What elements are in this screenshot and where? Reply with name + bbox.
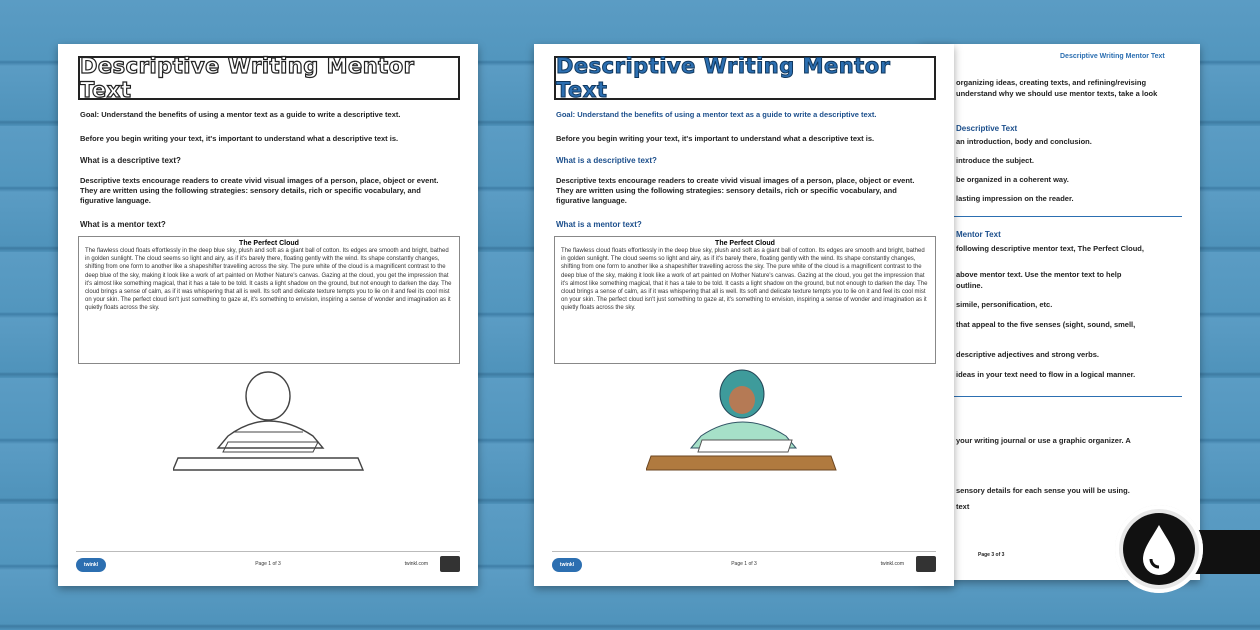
goal-text-colour: Goal: Understand the benefits of using a mentor text as a guide to write a descriptive text. xyxy=(556,110,877,119)
heading-what-mentor: What is a mentor text? xyxy=(80,220,166,229)
page3-line-9: above mentor text. Use the mentor text to help xyxy=(956,270,1122,279)
page3-line-10: outline. xyxy=(956,281,983,290)
page3-divider-2 xyxy=(920,396,1182,397)
page3-page-number: Page 3 of 3 xyxy=(978,552,1005,558)
page3-line-12: that appeal to the five senses (sight, sound, smell, xyxy=(956,320,1136,329)
page3-line-4: introduce the subject. xyxy=(956,156,1034,165)
ink-drop-icon xyxy=(1123,513,1195,585)
worksheet-page-colour xyxy=(534,44,954,586)
mentor-text-title: The Perfect Cloud xyxy=(239,240,299,247)
page3-line-13: descriptive adjectives and strong verbs. xyxy=(956,350,1099,359)
page3-line-0: organizing ideas, creating texts, and refining/revising xyxy=(956,78,1147,87)
worksheet-page-bw xyxy=(58,44,478,586)
page3-line-5: be organized in a coherent way. xyxy=(956,175,1069,184)
page3-subheading-2: Mentor Text xyxy=(956,230,1001,239)
worksheet-page-3 xyxy=(920,44,1200,580)
heading-what-descriptive: What is a descriptive text? xyxy=(80,156,181,165)
page3-header: Descriptive Writing Mentor Text xyxy=(1060,53,1165,60)
mentor-text-box-colour xyxy=(554,236,936,364)
page3-line-6: lasting impression on the reader. xyxy=(956,194,1074,203)
page3-line-16: sensory details for each sense you will be using. xyxy=(956,486,1130,495)
heading-what-mentor-colour: What is a mentor text? xyxy=(556,220,642,229)
page-title-colour: Descriptive Writing Mentor Text xyxy=(554,56,936,100)
page3-line-3: an introduction, body and conclusion. xyxy=(956,137,1092,146)
page-footer-colour xyxy=(552,551,936,572)
page-number-colour: Page 1 of 3 xyxy=(731,561,757,567)
page3-line-8: following descriptive mentor text, The Perfect Cloud, xyxy=(956,244,1144,253)
mentor-text-box xyxy=(78,236,460,364)
twinkl-logo: twinkl xyxy=(76,558,106,572)
visit-link: twinkl.com xyxy=(404,561,428,567)
goal-text: Goal: Understand the benefits of using a mentor text as a guide to write a descriptive text. xyxy=(80,110,401,119)
page3-line-17: text xyxy=(956,502,970,511)
intro-text-colour: Before you begin writing your text, it's important to understand what a descriptive text is. xyxy=(556,134,875,143)
twinkl-logo-colour: twinkl xyxy=(552,558,582,572)
student-writing-illustration-bw xyxy=(173,366,373,476)
quality-badge-icon xyxy=(440,556,460,572)
page-footer xyxy=(76,551,460,572)
page3-divider-1 xyxy=(920,216,1182,217)
page-title: Descriptive Writing Mentor Text xyxy=(78,56,460,100)
mentor-text-body-colour: The flawless cloud floats effortlessly in the deep blue sky, plush and soft as a giant ball of cotton. Its edges are smooth and bright, bathed in golden sunlight. The cloud seems so light and airy, as if it's barely there, floating gently with the wind. Its shape constantly changes, shifting from one form to another like a shapeshifter travelling across the sky. The pure white of the cloud is a magnificent contrast to the deep blue of the sky, making it look like a work of art painted on Mother Nature's canvas. Gazing at the cloud, you get the impression that it's almost like something magical, that it has a tale to be told. It casts a light shadow on the ground, but not enough to darken the day. The cloud brings a sense of calm, as if it was whispering that all is well. Its soft and delicate texture tempts you to lie on it and feel its cool mist on your skin. The perfect cloud isn't just something to gaze at, it's something to envision, inspiring a sense of wonder and imagination as it quietly floats across the sky. xyxy=(561,248,928,312)
mentor-text-title-colour: The Perfect Cloud xyxy=(715,240,775,247)
descriptive-definition: Descriptive texts encourage readers to create vivid visual images of a person, place, object or event. They are written using the following strategies: sensory details, rich or specific vocabulary, and figurative language. xyxy=(80,176,439,205)
ink-saver-badge[interactable] xyxy=(1115,505,1203,593)
heading-what-descriptive-colour: What is a descriptive text? xyxy=(556,156,657,165)
mentor-text-body: The flawless cloud floats effortlessly in the deep blue sky, plush and soft as a giant ball of cotton. Its edges are smooth and bright, bathed in golden sunlight. The cloud seems so light and airy, as if it's barely there, floating gently with the wind. Its shape constantly changes, shifting from one form to another like a shapeshifter travelling across the sky. The pure white of the cloud is a magnificent contrast to the deep blue of the sky, making it look like a work of art painted on Mother Nature's canvas. Gazing at the cloud, you get the impression that it's almost like something magical, that it has a tale to be told. It casts a light shadow on the ground, but not enough to darken the day. The cloud brings a sense of calm, as if it was whispering that all is well. Its soft and delicate texture tempts you to lie on it and feel its cool mist on your skin. The perfect cloud isn't just something to gaze at, it's something to envision, inspiring a sense of wonder and imagination as it quietly floats across the sky. xyxy=(85,248,452,312)
student-writing-illustration-colour xyxy=(646,366,846,476)
ink-drop-background xyxy=(1123,513,1195,585)
quality-badge-icon-colour xyxy=(916,556,936,572)
descriptive-definition-colour: Descriptive texts encourage readers to create vivid visual images of a person, place, object or event. They are written using the following strategies: sensory details, rich or specific vocabulary, and figurative language. xyxy=(556,176,915,205)
page3-line-15: your writing journal or use a graphic organizer. A xyxy=(956,436,1131,445)
page3-subheading-1: Descriptive Text xyxy=(956,124,1018,133)
page3-line-1: understand why we should use mentor texts, take a look xyxy=(956,89,1158,98)
visit-link-colour: twinkl.com xyxy=(880,561,904,567)
page3-line-14: ideas in your text need to flow in a logical manner. xyxy=(956,370,1136,379)
page3-line-11: simile, personification, etc. xyxy=(956,300,1053,309)
intro-text: Before you begin writing your text, it's important to understand what a descriptive text is. xyxy=(80,134,399,143)
page-number: Page 1 of 3 xyxy=(255,561,281,567)
